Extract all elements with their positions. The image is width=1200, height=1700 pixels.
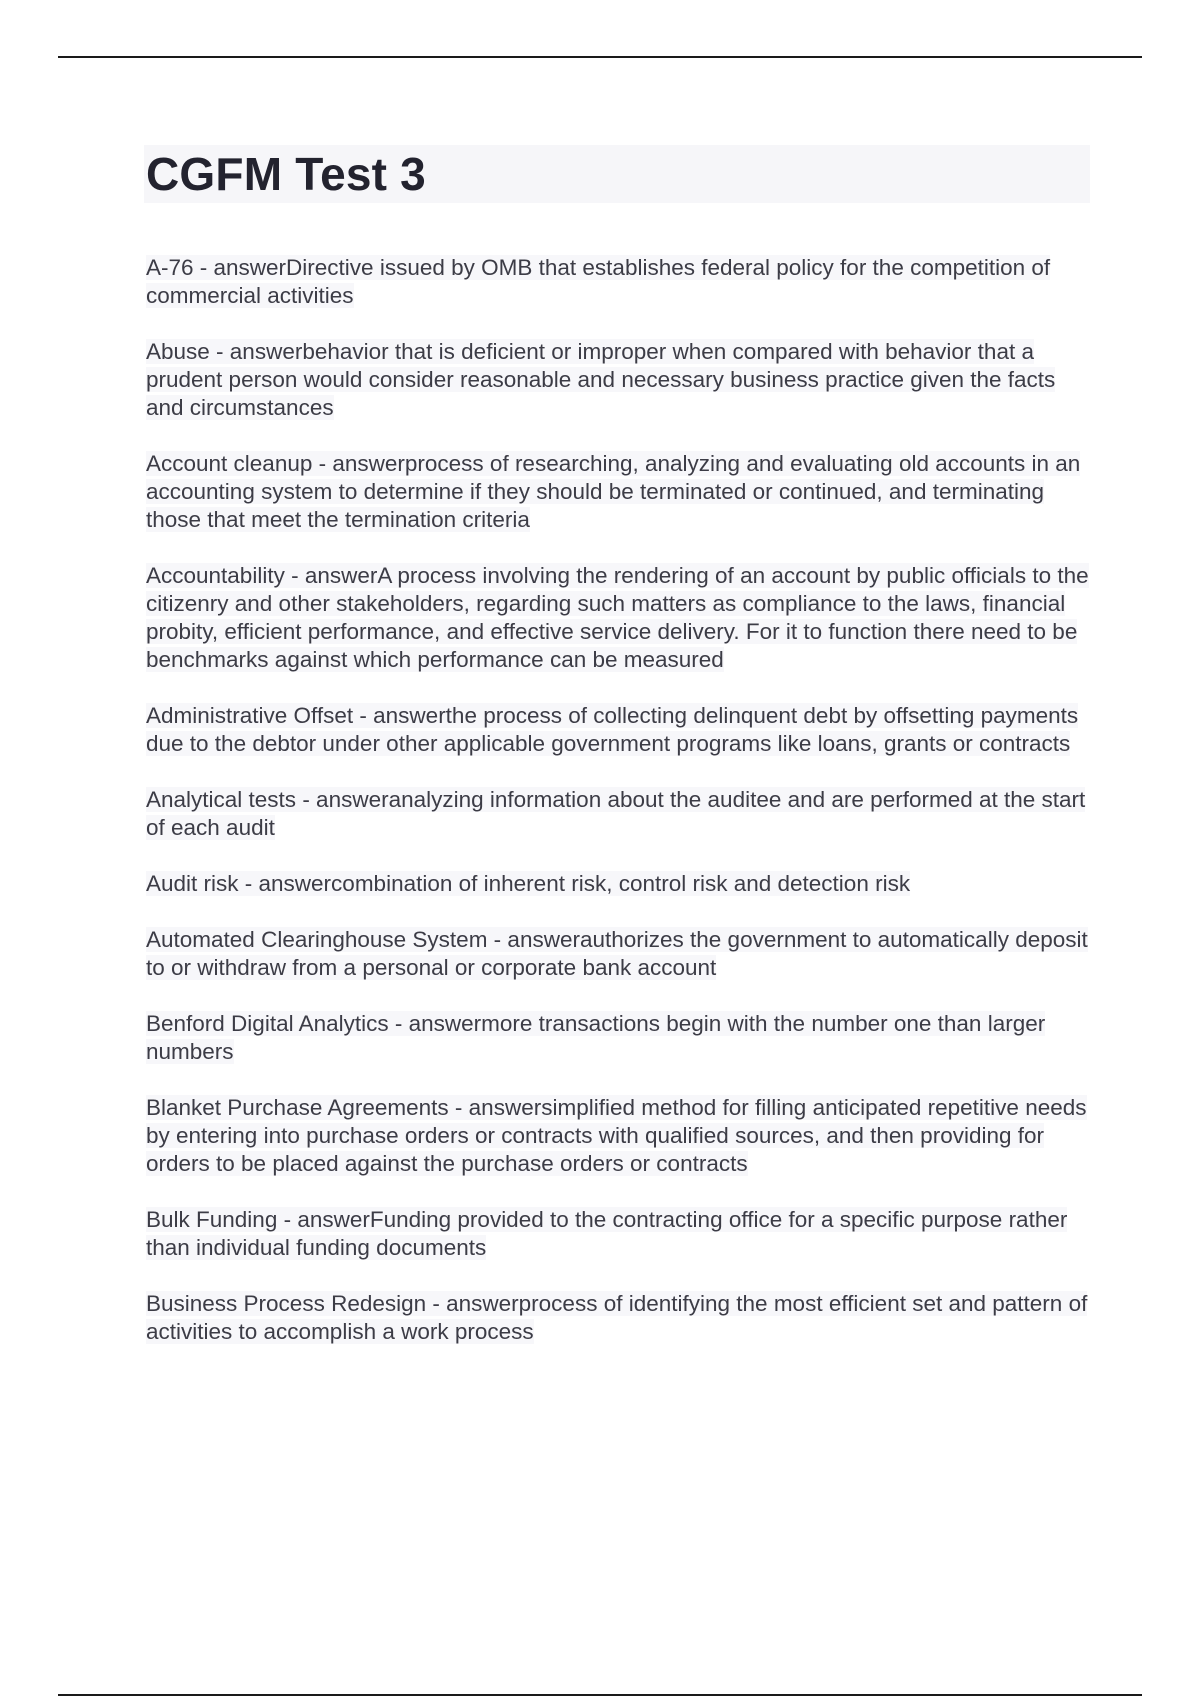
term-entry: [146, 702, 1096, 758]
term-entry: [146, 1290, 1096, 1346]
term-text: Abuse - answerbehavior that is deficient or improper when compared with behavior that a prudent person would consider reasonable and necessary business practice given the facts and circumstances: [146, 339, 1056, 420]
top-rule: [58, 56, 1142, 58]
term-entry: [146, 1206, 1096, 1262]
term-text: Account cleanup - answerprocess of researching, analyzing and evaluating old accounts in an accounting system to determine if they should be terminated or continued, and terminating those that meet the termination criteria: [146, 451, 1081, 532]
document-title: CGFM Test 3: [146, 148, 426, 200]
term-entry: [146, 254, 1096, 310]
term-text: Accountability - answerA process involving the rendering of an account by public officials to the citizenry and other stakeholders, regarding such matters as compliance to the laws, financial probity, efficient performance, and effective service delivery. For it to function there need to be benchmarks against which performance can be measured: [146, 563, 1089, 672]
term-list: [146, 254, 1096, 1374]
bottom-rule: [58, 1694, 1142, 1696]
term-text: Benford Digital Analytics - answermore transactions begin with the number one than larger numbers: [146, 1011, 1046, 1064]
term-entry: [146, 926, 1096, 982]
term-entry: [146, 786, 1096, 842]
term-text: Bulk Funding - answerFunding provided to the contracting office for a specific purpose rather than individual funding documents: [146, 1207, 1068, 1260]
term-entry: [146, 450, 1096, 534]
term-entry: [146, 562, 1096, 674]
term-entry: [146, 1010, 1096, 1066]
term-entry: [146, 1094, 1096, 1178]
term-text: Business Process Redesign - answerprocess of identifying the most efficient set and pattern of activities to accomplish a work process: [146, 1291, 1088, 1344]
term-entry: [146, 338, 1096, 422]
term-text: Analytical tests - answeranalyzing information about the auditee and are performed at the start of each audit: [146, 787, 1086, 840]
term-text: Administrative Offset - answerthe process of collecting delinquent debt by offsetting payments due to the debtor under other applicable government programs like loans, grants or contracts: [146, 703, 1079, 756]
term-text: Blanket Purchase Agreements - answersimplified method for filling anticipated repetitive needs by entering into purchase orders or contracts with qualified sources, and then providing for orders to be placed against the purchase orders or contracts: [146, 1095, 1087, 1176]
term-text: Automated Clearinghouse System - answerauthorizes the government to automatically deposit to or withdraw from a personal or corporate bank account: [146, 927, 1088, 980]
term-entry: [146, 870, 1096, 898]
term-text: A-76 - answerDirective issued by OMB that establishes federal policy for the competition of commercial activities: [146, 255, 1051, 308]
term-text: Audit risk - answercombination of inherent risk, control risk and detection risk: [146, 871, 911, 896]
